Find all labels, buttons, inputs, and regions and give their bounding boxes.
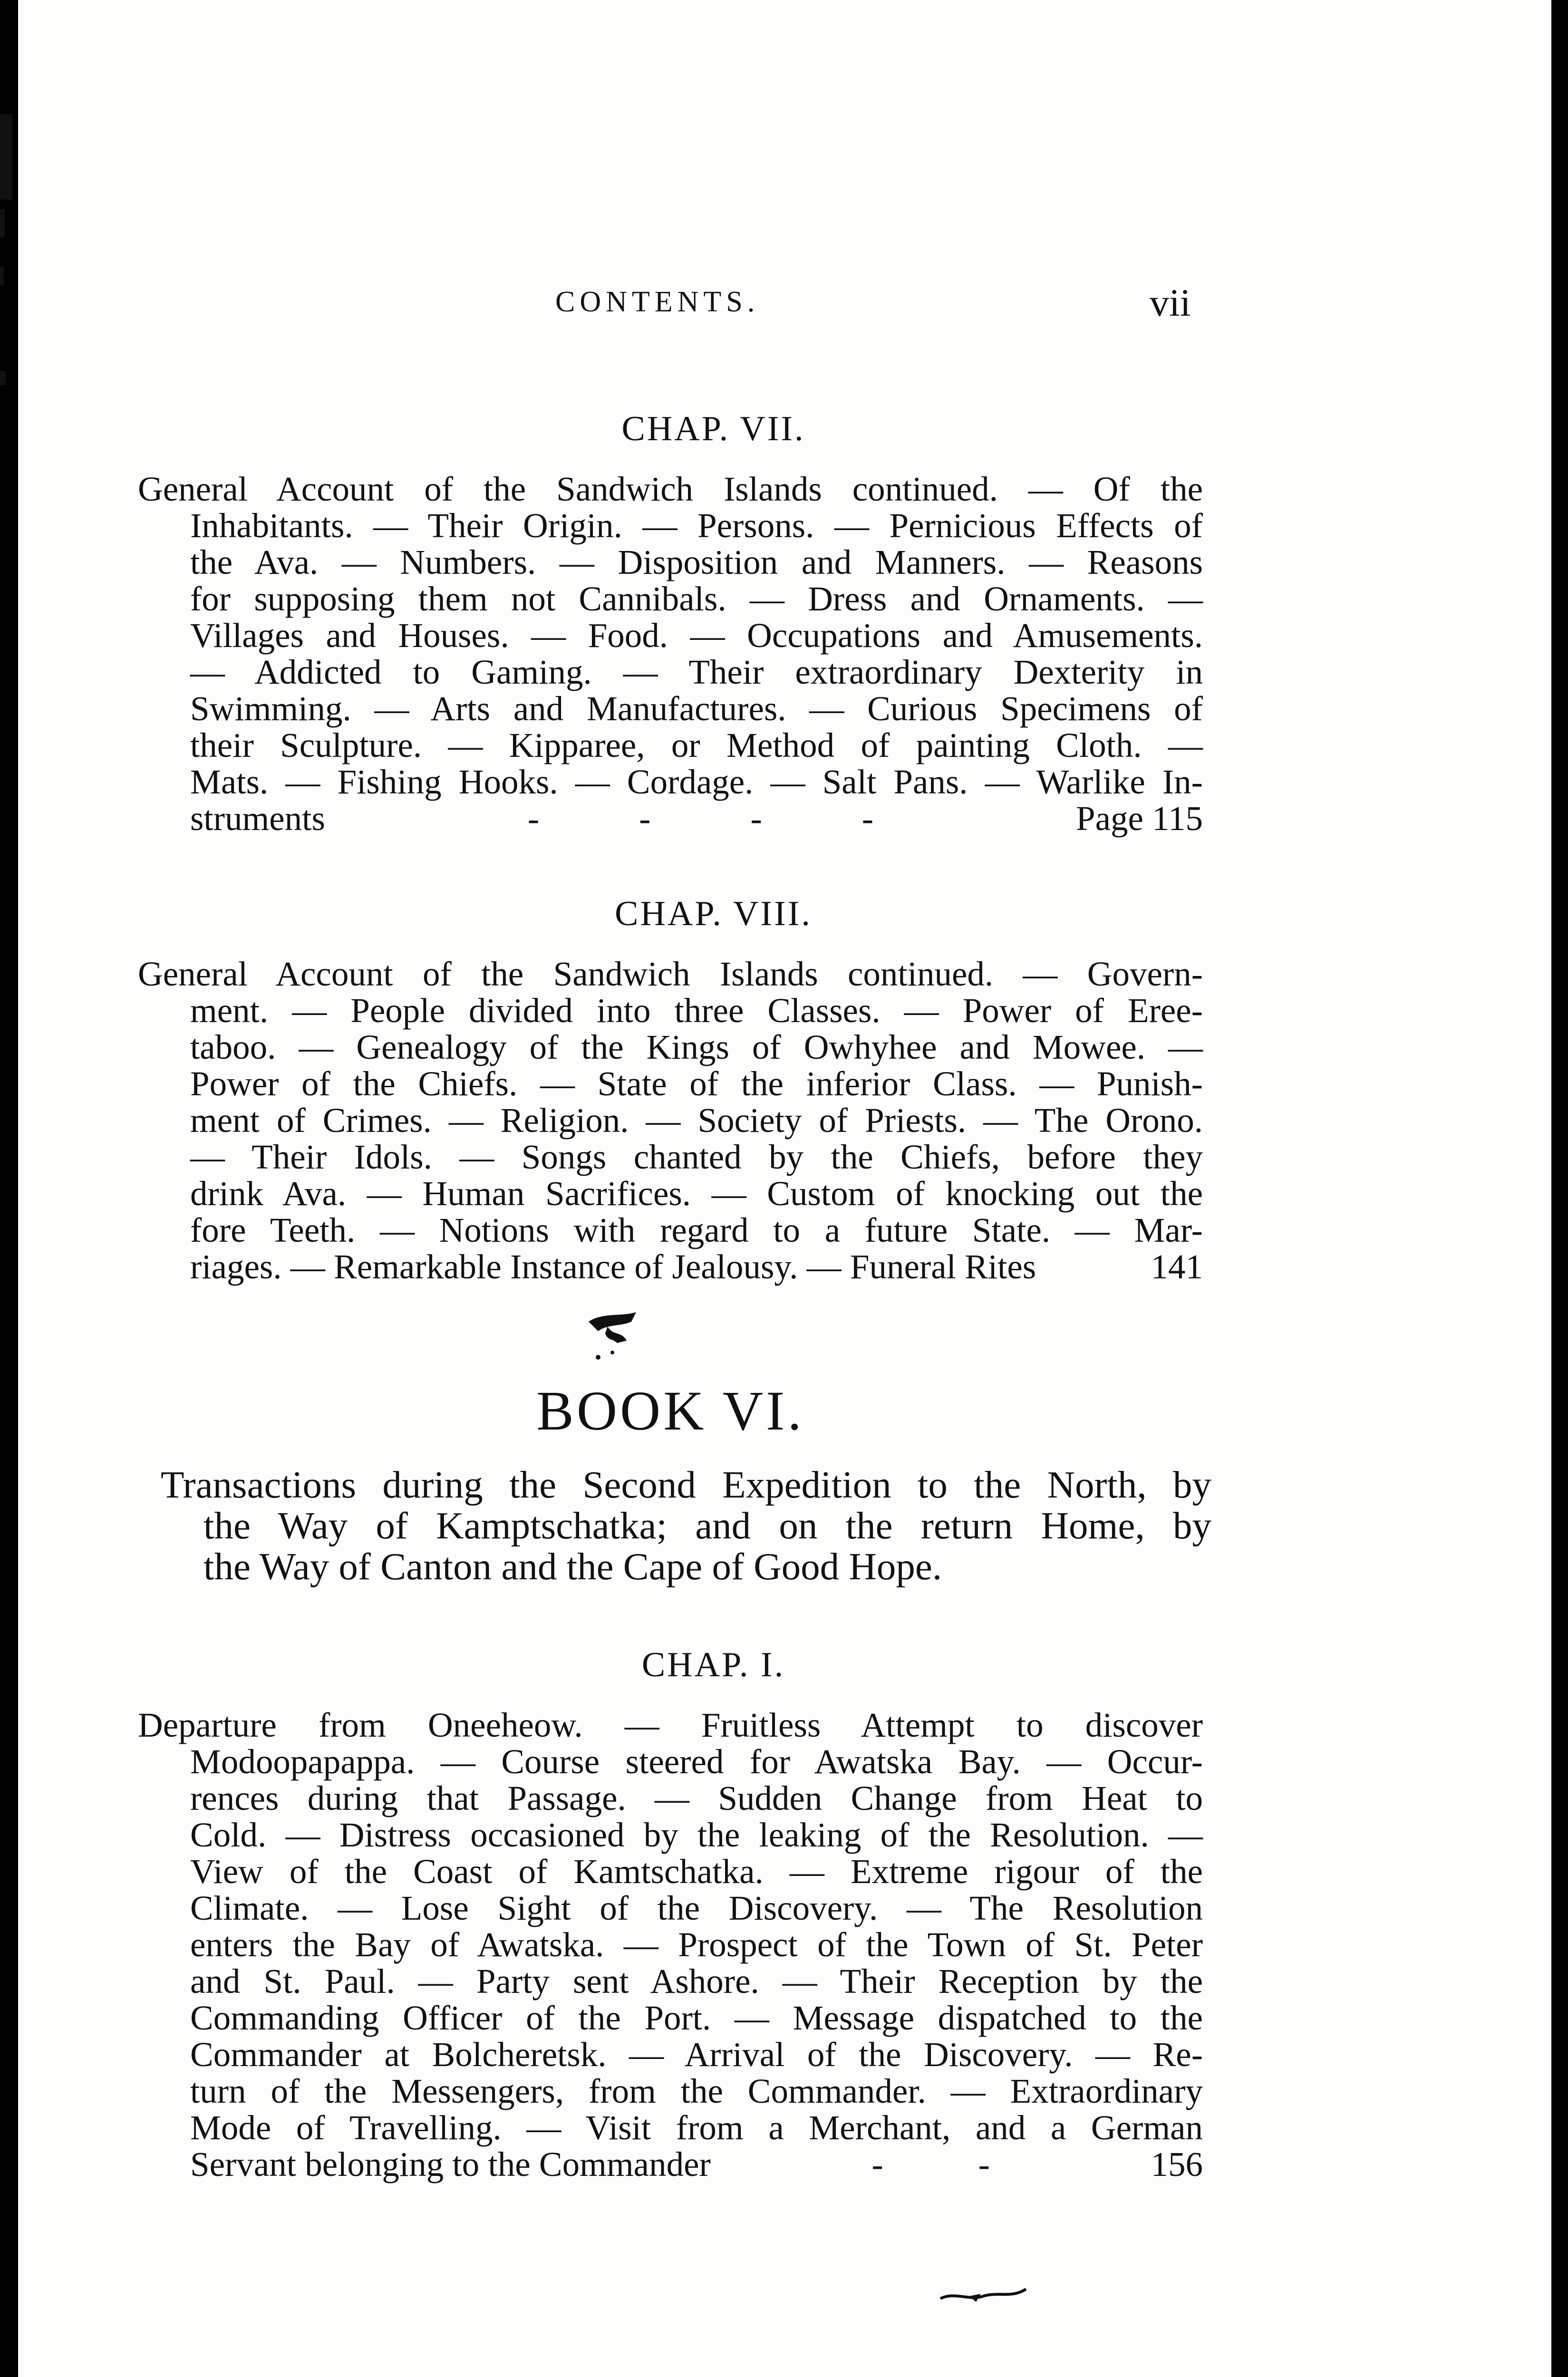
summary-line: enters the Bay of Awatska. — Prospect of the Town of St. Peter [190, 1925, 1203, 1964]
summary-line: ment of Crimes. — Religion. — Society of Priests. — The Orono. [190, 1101, 1203, 1140]
summary-line: Mats. — Fishing Hooks. — Cordage. — Salt Pans. — Warlike In- [190, 763, 1203, 801]
scan-edge-mark [0, 114, 12, 200]
page-reference: Page 115 [1076, 799, 1203, 838]
summary-line: Mode of Travelling. — Visit from a Merchant, and a German [190, 2108, 1203, 2147]
summary-line: and St. Paul. — Party sent Ashore. — Their Reception by the [190, 1962, 1203, 2000]
dot-leaders [528, 800, 873, 837]
leader-dash: - [871, 2145, 883, 2184]
chapter-heading: CHAP. VII. [621, 409, 805, 448]
summary-line: drink Ava. — Human Sacrifices. — Custom of knocking out the [190, 1174, 1203, 1213]
book-summary [161, 1464, 1211, 1587]
summary-line-text: Servant belonging to the Commander [190, 2145, 711, 2184]
scan-edge-mark [0, 266, 4, 285]
summary-line: Commander at Bolcheretsk. — Arrival of the Discovery. — Re- [190, 2035, 1203, 2074]
summary-line: Villages and Houses. — Food. — Occupations and Amusements. [190, 616, 1203, 655]
dot-leaders [871, 2146, 990, 2183]
running-head [18, 281, 1551, 324]
book-summary-line: Transactions during the Second Expedition to the North, by [161, 1463, 1211, 1506]
summary-line: General Account of the Sandwich Islands continued. — Of the [138, 470, 1203, 508]
summary-line: Inhabitants. — Their Origin. — Persons. — Pernicious Effects of [190, 506, 1203, 545]
printer-ornament-icon [579, 1303, 655, 1369]
summary-line-text: riages. — Remarkable Instance of Jealousy. — Funeral Rites [190, 1247, 1036, 1286]
page-reference: 156 [1151, 2145, 1203, 2184]
book-summary-line: the Way of Kamptschatka; and on the return Home, by [203, 1504, 1211, 1547]
summary-last-line [138, 1248, 1203, 1285]
leader-dash: - [861, 799, 874, 838]
chapter-summary [138, 956, 1203, 1285]
summary-last-line [138, 800, 1203, 837]
scan-edge-mark [0, 209, 5, 238]
leader-dash: - [750, 799, 762, 838]
chapter-summary [138, 471, 1203, 837]
chapter-heading: CHAP. I. [641, 1645, 785, 1684]
summary-line: Commanding Officer of the Port. — Message dispatched to the [190, 1999, 1203, 2037]
running-title: CONTENTS. [555, 286, 760, 318]
summary-line: Departure from Oneeheow. — Fruitless Attempt to discover [138, 1706, 1203, 1744]
summary-line: rences during that Passage. — Sudden Change from Heat to [190, 1779, 1203, 1817]
summary-line: — Addicted to Gaming. — Their extraordinary Dexterity in [190, 653, 1203, 691]
document-page [18, 0, 1551, 2377]
summary-line: Swimming. — Arts and Manufactures. — Curious Specimens of [190, 689, 1203, 728]
book-heading: BOOK VI. [536, 1380, 804, 1442]
leader-dash: - [639, 799, 651, 838]
scan-edge-mark [0, 371, 6, 385]
chapter-summary [138, 1707, 1203, 2183]
chapter-heading: CHAP. VIII. [615, 894, 812, 933]
summary-line: Modoopapappa. — Course steered for Awatska Bay. — Occur- [190, 1742, 1203, 1781]
summary-line: View of the Coast of Kamtschatka. — Extreme rigour of the [190, 1852, 1203, 1891]
summary-line: taboo. — Genealogy of the Kings of Owhyhee and Mowee. — [190, 1028, 1203, 1066]
summary-line: Cold. — Distress occasioned by the leaking of the Resolution. — [190, 1816, 1203, 1854]
summary-last-line [138, 2146, 1203, 2183]
tail-ornament-icon [936, 2282, 1031, 2310]
summary-line: fore Teeth. — Notions with regard to a future State. — Mar- [190, 1211, 1203, 1249]
page-number: vii [1150, 281, 1191, 324]
summary-line-text: struments [190, 799, 325, 838]
summary-line: for supposing them not Cannibals. — Dress and Ornaments. — [190, 580, 1203, 618]
page-reference: 141 [1151, 1247, 1203, 1286]
summary-line: Power of the Chiefs. — State of the inferior Class. — Punish- [190, 1064, 1203, 1103]
summary-line: the Ava. — Numbers. — Disposition and Manners. — Reasons [190, 543, 1203, 581]
book-summary-line: the Way of Canton and the Cape of Good Hope. [203, 1545, 942, 1588]
summary-line: Climate. — Lose Sight of the Discovery. — The Resolution [190, 1889, 1203, 1927]
summary-line: — Their Idols. — Songs chanted by the Chiefs, before they [190, 1138, 1203, 1176]
summary-line: ment. — People divided into three Classes. — Power of Eree- [190, 991, 1203, 1030]
leader-dash: - [978, 2145, 990, 2184]
leader-dash: - [527, 799, 540, 838]
summary-line: General Account of the Sandwich Islands continued. — Govern- [138, 955, 1203, 993]
summary-line: their Sculpture. — Kipparee, or Method of painting Cloth. — [190, 726, 1203, 764]
summary-line: turn of the Messengers, from the Commander. — Extraordinary [190, 2072, 1203, 2110]
